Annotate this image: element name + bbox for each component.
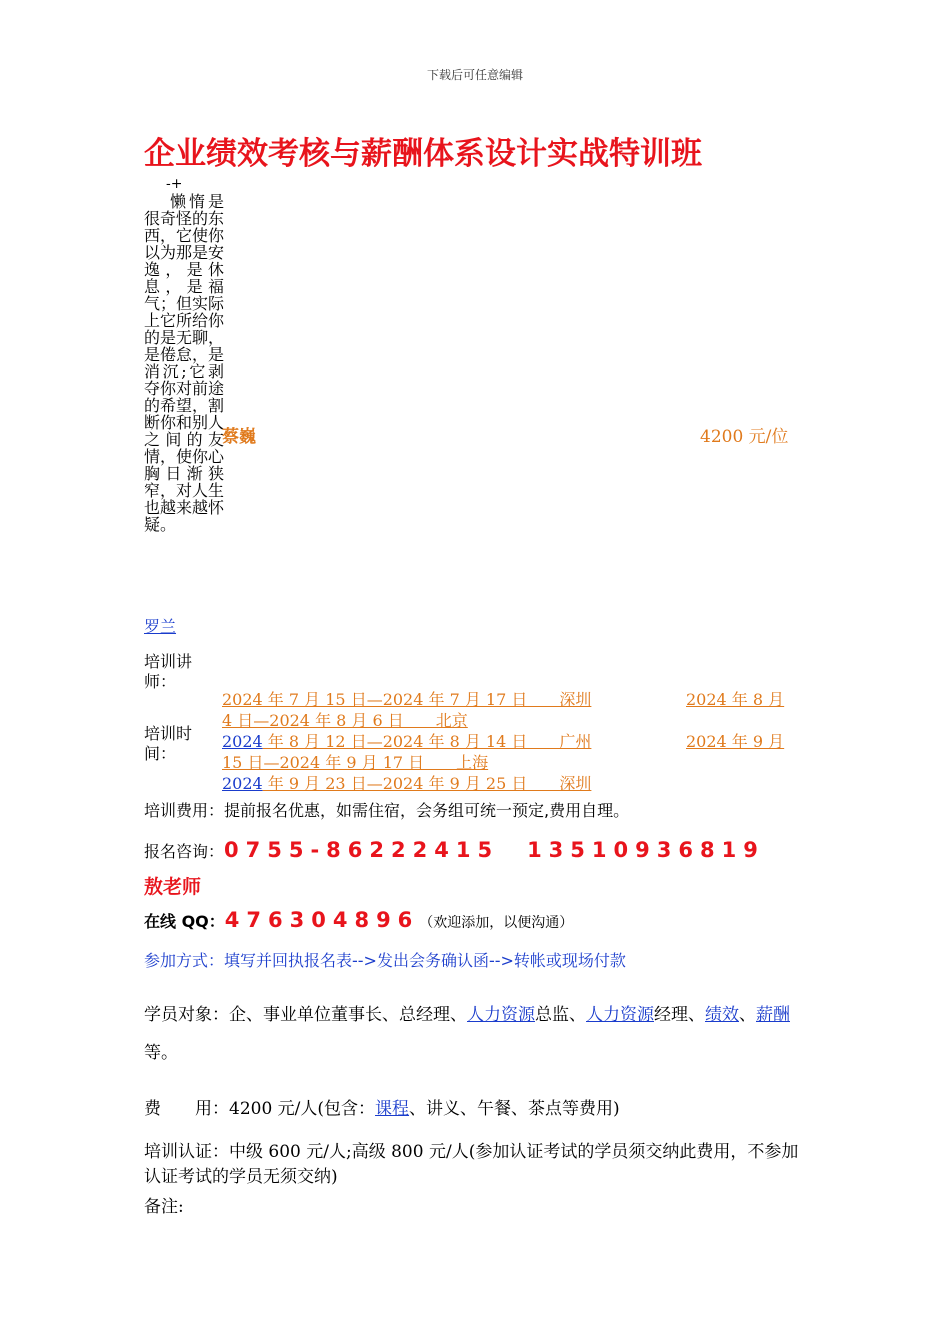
- performance-link[interactable]: 绩效: [705, 1005, 739, 1025]
- audience-text: 、: [739, 1005, 756, 1025]
- header-note: 下载后可任意编辑: [426, 68, 523, 82]
- audience-suffix: 等。: [144, 1043, 178, 1063]
- course-link[interactable]: 课程: [375, 1099, 410, 1119]
- schedule-link[interactable]: 2024 年 8 月: [686, 690, 785, 709]
- qq-line: [144, 908, 573, 932]
- schedule: [222, 689, 792, 794]
- schedule-link[interactable]: [222, 773, 591, 794]
- hr-link[interactable]: 人力资源: [586, 1005, 654, 1025]
- salary-link[interactable]: 薪酬: [756, 1005, 790, 1025]
- fee-line: [144, 1094, 620, 1119]
- schedule-link[interactable]: 15 日—2024 年 9 月 17 日 上海: [222, 753, 489, 772]
- remark: 备注:: [144, 1197, 184, 1217]
- fee-prefix: 费 用：4200 元/人(包含：: [144, 1099, 376, 1119]
- schedule-year[interactable]: 2024: [222, 774, 263, 793]
- price-per-seat: 4200 元/位: [700, 427, 789, 447]
- consult-numbers: 0755-86222415 13510936819: [224, 838, 765, 862]
- schedule-date[interactable]: 年 8 月 12 日—2024 年 8 月 14 日 广州: [262, 732, 592, 751]
- schedule-row: [222, 773, 792, 794]
- schedule-link[interactable]: 4 日—2024 年 8 月 6 日 北京: [222, 711, 468, 730]
- qq-label: 在线 QQ：: [144, 912, 225, 931]
- schedule-date[interactable]: 年 9 月 23 日—2024 年 9 月 25 日 深圳: [262, 774, 592, 793]
- label-lecturer: 培训讲师：: [144, 652, 193, 691]
- dash-mark: -+: [166, 176, 183, 192]
- fee-notice: 培训费用：提前报名优惠，如需住宿，会务组可统一预定,费用自理。: [144, 801, 630, 820]
- page-title: 企业绩效考核与薪酬体系设计实战特训班: [144, 136, 702, 172]
- fee-suffix: 、讲义、午餐、茶点等费用): [409, 1099, 620, 1119]
- schedule-row: [222, 689, 792, 731]
- quote-text: 懒惰是很奇怪的东西，它使你以为那是安逸，是休息，是福气；但实际上它所给你的是无聊，是倦怠，是消沉;它剥夺你对前途的希望，割断你和别人之间的友情，使你心胸日渐狭窄，对人生也越来越怀疑。: [144, 192, 225, 534]
- qq-note: （欢迎添加，以便沟通）: [419, 915, 574, 931]
- join-method: 参加方式：填写并回执报名表-->发出会务确认函-->转帐或现场付款: [144, 951, 626, 970]
- lecturer-name: 蔡巍: [222, 427, 256, 447]
- audience-text: 总监、: [535, 1005, 586, 1025]
- audience: [144, 996, 806, 1072]
- hr-link[interactable]: 人力资源: [467, 1005, 535, 1025]
- schedule-link[interactable]: 2024 年 9 月: [686, 732, 785, 751]
- schedule-row: [222, 731, 792, 773]
- consult-label: 报名咨询：: [144, 842, 225, 861]
- contact-name: 敖老师: [144, 876, 202, 898]
- label-time: 培训时间：: [144, 724, 193, 763]
- schedule-year[interactable]: 2024: [222, 732, 263, 751]
- audience-text: 经理、: [654, 1005, 705, 1025]
- schedule-link[interactable]: 2024 年 7 月 15 日—2024 年 7 月 17 日 深圳: [222, 690, 592, 709]
- quote-author-link[interactable]: 罗兰: [144, 617, 177, 636]
- schedule-link[interactable]: [222, 731, 591, 752]
- consult-line: [144, 834, 765, 864]
- qq-number: 476304896: [224, 908, 420, 932]
- certification: 培训认证：中级 600 元/人;高级 800 元/人(参加认证考试的学员须交纳此费用，不参加认证考试的学员无须交纳): [144, 1142, 799, 1187]
- audience-prefix: 学员对象：企、事业单位董事长、总经理、: [144, 1005, 467, 1025]
